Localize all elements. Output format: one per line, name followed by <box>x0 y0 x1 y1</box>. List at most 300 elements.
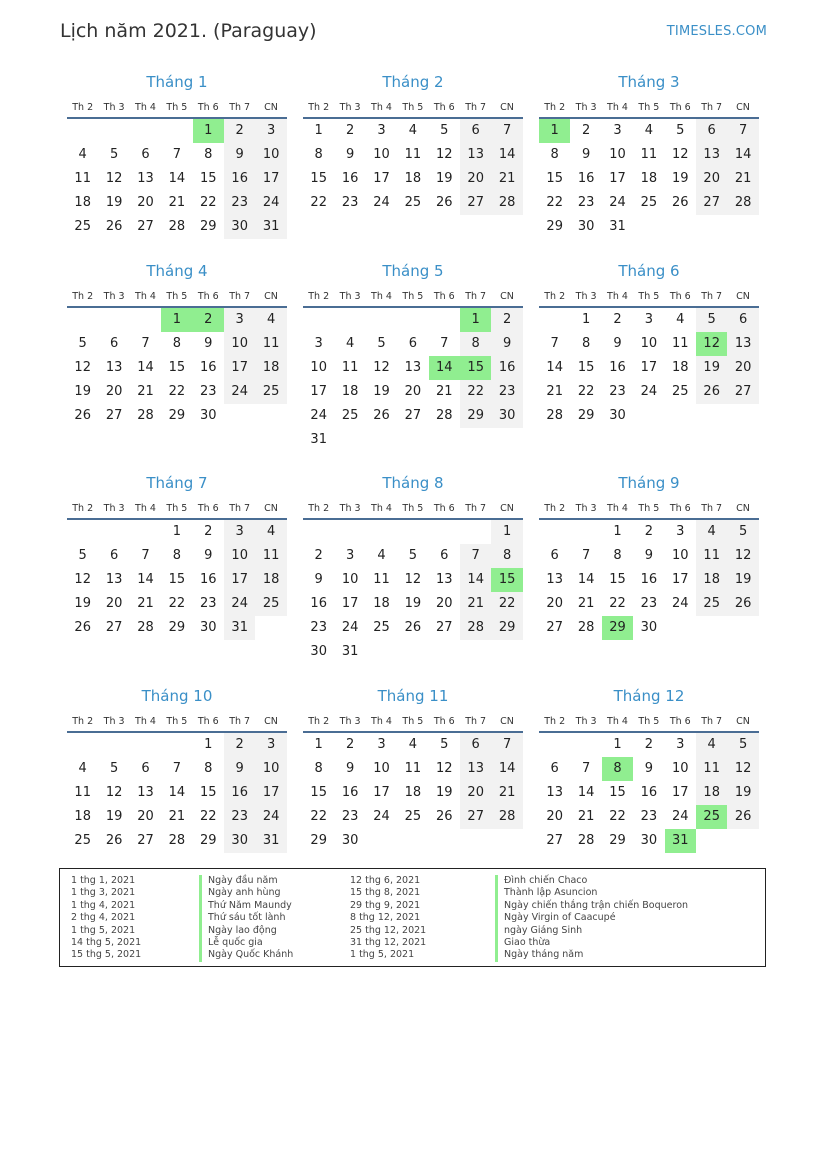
holiday-date: 12 thg 6, 2021 <box>350 875 421 886</box>
day-cell: 2 <box>491 308 522 332</box>
days-grid <box>67 308 287 452</box>
weekday-label: Th 7 <box>229 503 251 514</box>
weekday-label: Th 4 <box>371 503 392 514</box>
weekday-label: CN <box>736 291 750 302</box>
month-title: Tháng 5 <box>382 262 444 280</box>
weekday-label: Th 3 <box>575 716 597 727</box>
day-cell: 4 <box>255 520 286 544</box>
day-cell: 23 <box>200 596 217 611</box>
holiday-name: Ngày Quốc Khánh <box>199 949 293 961</box>
weekday-label: Th 4 <box>607 503 628 514</box>
month-block <box>303 261 523 452</box>
day-cell: 25 <box>74 219 91 234</box>
day-cell: 22 <box>546 195 563 210</box>
day-cell: 24 <box>672 809 689 824</box>
day-cell: 21 <box>168 809 186 824</box>
day-cell: 11 <box>640 147 658 162</box>
day-cell: 6 <box>141 761 150 776</box>
day-cell: 12 <box>404 572 422 587</box>
day-cell: 23 <box>609 384 626 399</box>
days-grid <box>67 119 287 263</box>
day-cell: 20 <box>137 195 154 210</box>
month-block <box>67 686 287 877</box>
holiday-date: 25 thg 12, 2021 <box>350 924 427 936</box>
day-cell: 22 <box>460 380 491 404</box>
day-cell: 4 <box>78 761 87 776</box>
weekday-label: Th 5 <box>166 102 188 113</box>
day-cell: 27 <box>404 408 422 423</box>
weekday-label: Th 6 <box>433 716 455 727</box>
day-cell: 18 <box>672 360 689 375</box>
day-cell: 28 <box>546 408 563 423</box>
holiday-day-cell: 2 <box>193 308 224 332</box>
day-cell: 4 <box>644 123 654 138</box>
weekday-label: Th 7 <box>229 291 251 302</box>
holiday-date: 15 thg 8, 2021 <box>350 887 421 899</box>
weekday-label: Th 7 <box>465 716 487 727</box>
month-title: Tháng 12 <box>613 687 685 705</box>
day-cell: 19 <box>105 195 123 210</box>
day-cell: 7 <box>141 548 150 563</box>
holiday-name: Thứ sáu tốt lành <box>199 912 293 924</box>
holiday-names-column-1 <box>199 875 293 962</box>
weekday-label: Th 3 <box>103 291 125 302</box>
weekday-header <box>539 498 759 518</box>
weekday-label: CN <box>736 503 750 514</box>
holiday-name: Thành lập Asuncion <box>495 887 688 899</box>
holiday-name: Giao thừa <box>495 937 688 949</box>
weekday-label: CN <box>500 291 514 302</box>
day-cell: 24 <box>373 195 390 210</box>
day-cell: 13 <box>436 572 453 587</box>
day-cell: 19 <box>373 384 390 399</box>
day-cell: 22 <box>310 195 327 210</box>
day-cell: 19 <box>727 781 758 805</box>
weekday-label: Th 3 <box>575 291 597 302</box>
day-cell: 9 <box>644 761 654 776</box>
month-title: Tháng 7 <box>146 474 208 492</box>
month-block <box>539 261 759 452</box>
day-cell: 11 <box>696 757 727 781</box>
day-cell: 21 <box>546 384 563 399</box>
day-cell: 22 <box>609 809 626 824</box>
day-cell: 2 <box>613 312 622 327</box>
holiday-name: Ngày đầu năm <box>199 875 293 887</box>
day-cell: 18 <box>341 384 359 399</box>
day-cell: 16 <box>341 171 359 186</box>
day-cell: 31 <box>255 215 286 239</box>
day-cell: 26 <box>404 620 422 635</box>
month-block <box>539 473 759 664</box>
day-cell: 20 <box>696 167 727 191</box>
days-grid <box>303 308 523 452</box>
day-cell: 20 <box>105 596 123 611</box>
weekday-label: Th 5 <box>638 291 660 302</box>
day-cell: 18 <box>404 785 422 800</box>
day-cell: 27 <box>727 380 758 404</box>
day-cell: 9 <box>224 143 255 167</box>
day-cell: 14 <box>137 572 154 587</box>
weekday-header <box>303 286 523 306</box>
day-cell: 17 <box>341 596 359 611</box>
weekday-label: Th 2 <box>308 291 330 302</box>
day-cell: 24 <box>609 195 626 210</box>
day-cell: 9 <box>314 572 323 587</box>
weekday-label: Th 4 <box>607 102 628 113</box>
weekday-label: Th 7 <box>465 503 487 514</box>
day-cell: 31 <box>341 644 359 659</box>
day-cell: 22 <box>609 596 626 611</box>
day-cell: 17 <box>672 785 689 800</box>
day-cell: 13 <box>460 757 491 781</box>
days-grid <box>303 520 523 664</box>
holiday-name: Lễ quốc gia <box>199 937 293 949</box>
day-cell: 19 <box>74 384 91 399</box>
day-cell: 9 <box>204 336 213 351</box>
weekday-label: Th 5 <box>402 503 424 514</box>
day-cell: 27 <box>436 620 453 635</box>
day-cell: 2 <box>345 737 355 752</box>
day-cell: 4 <box>255 308 286 332</box>
day-cell: 25 <box>404 195 422 210</box>
day-cell: 15 <box>546 171 563 186</box>
day-cell: 6 <box>440 548 449 563</box>
day-cell: 29 <box>460 404 491 428</box>
day-cell: 4 <box>696 733 727 757</box>
day-cell: 10 <box>672 761 689 776</box>
day-cell: 2 <box>644 737 654 752</box>
month-title: Tháng 10 <box>141 687 213 705</box>
day-cell: 7 <box>172 147 182 162</box>
day-cell: 17 <box>224 356 255 380</box>
day-cell: 13 <box>137 171 154 186</box>
day-cell: 11 <box>74 785 91 800</box>
day-cell: 11 <box>341 360 359 375</box>
holiday-name: Ngày lao động <box>199 925 293 937</box>
weekday-label: Th 5 <box>638 102 660 113</box>
day-cell: 13 <box>546 572 563 587</box>
day-cell: 16 <box>609 360 626 375</box>
day-cell: 5 <box>676 123 685 138</box>
day-cell: 15 <box>168 360 186 375</box>
day-cell: 24 <box>310 408 327 423</box>
day-cell: 15 <box>577 360 595 375</box>
day-cell: 23 <box>640 809 658 824</box>
day-cell: 12 <box>74 360 91 375</box>
day-cell: 10 <box>255 757 286 781</box>
holiday-name: Đình chiến Chaco <box>495 875 688 887</box>
day-cell: 11 <box>74 171 91 186</box>
holiday-name: ngày Giáng Sinh <box>495 925 688 937</box>
weekday-label: Th 2 <box>544 102 566 113</box>
day-cell: 5 <box>696 308 727 332</box>
day-cell: 20 <box>404 384 422 399</box>
day-cell: 10 <box>224 332 255 356</box>
days-grid <box>539 119 759 263</box>
day-cell: 18 <box>696 781 727 805</box>
day-cell: 19 <box>672 171 689 186</box>
day-cell: 7 <box>141 336 150 351</box>
weekday-label: Th 4 <box>371 102 392 113</box>
day-cell: 22 <box>491 592 522 616</box>
brand-link[interactable]: TIMESLES.COM <box>666 24 767 39</box>
weekday-label: Th 3 <box>339 102 361 113</box>
day-cell: 14 <box>168 785 186 800</box>
day-cell: 8 <box>172 336 182 351</box>
weekday-label: Th 7 <box>701 102 723 113</box>
day-cell: 8 <box>550 147 559 162</box>
day-cell: 13 <box>105 360 123 375</box>
day-cell: 5 <box>78 336 87 351</box>
day-cell: 5 <box>109 147 119 162</box>
holiday-date: 29 thg 9, 2021 <box>350 899 421 911</box>
day-cell: 8 <box>204 761 213 776</box>
day-cell: 15 <box>168 572 186 587</box>
days-grid <box>303 119 523 263</box>
day-cell: 1 <box>314 123 323 138</box>
holiday-day-cell: 1 <box>193 119 224 143</box>
day-cell: 23 <box>491 380 522 404</box>
day-cell: 5 <box>109 761 119 776</box>
month-title: Tháng 1 <box>146 73 208 91</box>
day-cell: 1 <box>613 524 622 539</box>
day-cell: 27 <box>546 620 563 635</box>
day-cell: 13 <box>727 332 758 356</box>
day-cell: 5 <box>727 520 758 544</box>
day-cell: 27 <box>546 833 563 848</box>
day-cell: 14 <box>727 143 758 167</box>
month-title: Tháng 3 <box>618 73 680 91</box>
day-cell: 3 <box>314 336 323 351</box>
weekday-label: Th 2 <box>544 291 566 302</box>
day-cell: 29 <box>491 616 522 640</box>
day-cell: 13 <box>137 785 154 800</box>
day-cell: 17 <box>310 384 327 399</box>
day-cell: 8 <box>613 548 622 563</box>
day-cell: 7 <box>550 336 559 351</box>
weekday-label: CN <box>500 102 514 113</box>
month-block <box>67 473 287 664</box>
day-cell: 18 <box>255 356 286 380</box>
holiday-date: 14 thg 5, 2021 <box>71 937 142 949</box>
day-cell: 15 <box>200 785 217 800</box>
day-cell: 3 <box>224 520 255 544</box>
day-cell: 28 <box>491 191 522 215</box>
day-cell: 1 <box>581 312 591 327</box>
day-cell: 14 <box>577 572 595 587</box>
weekday-label: Th 2 <box>72 102 94 113</box>
day-cell: 4 <box>408 123 418 138</box>
weekday-header <box>303 711 523 731</box>
day-cell: 23 <box>341 195 359 210</box>
weekday-label: Th 4 <box>607 716 628 727</box>
day-cell: 4 <box>345 336 355 351</box>
weekday-label: Th 4 <box>371 291 392 302</box>
weekday-label: CN <box>264 716 278 727</box>
weekday-label: Th 4 <box>135 716 156 727</box>
day-cell: 19 <box>436 171 453 186</box>
weekday-label: Th 5 <box>638 503 660 514</box>
weekday-label: Th 2 <box>72 716 94 727</box>
weekday-label: Th 6 <box>197 503 219 514</box>
day-cell: 13 <box>546 785 563 800</box>
day-cell: 17 <box>373 785 390 800</box>
month-title: Tháng 8 <box>382 474 444 492</box>
day-cell: 30 <box>640 620 658 635</box>
day-cell: 29 <box>168 408 186 423</box>
day-cell: 22 <box>310 809 327 824</box>
day-cell: 7 <box>727 119 758 143</box>
day-cell: 23 <box>577 195 595 210</box>
day-cell: 24 <box>255 805 286 829</box>
day-cell: 7 <box>440 336 449 351</box>
holiday-name: Ngày Virgin of Caacupé <box>495 912 688 924</box>
weekday-header <box>67 97 287 117</box>
weekday-label: Th 3 <box>575 102 597 113</box>
day-cell: 6 <box>408 336 418 351</box>
day-cell: 29 <box>310 833 327 848</box>
day-cell: 5 <box>78 548 87 563</box>
day-cell: 24 <box>255 191 286 215</box>
day-cell: 24 <box>373 809 390 824</box>
day-cell: 1 <box>204 737 213 752</box>
holiday-name: Ngày tháng năm <box>495 949 688 961</box>
month-title: Tháng 6 <box>618 262 680 280</box>
day-cell: 15 <box>609 785 626 800</box>
holiday-day-cell: 25 <box>696 805 727 829</box>
day-cell: 27 <box>137 833 154 848</box>
holiday-day-cell: 12 <box>696 332 727 356</box>
holiday-date: 1 thg 3, 2021 <box>71 887 136 899</box>
day-cell: 28 <box>727 191 758 215</box>
day-cell: 8 <box>314 761 323 776</box>
day-cell: 15 <box>310 171 327 186</box>
day-cell: 13 <box>460 143 491 167</box>
day-cell: 6 <box>109 336 119 351</box>
month-block <box>67 261 287 452</box>
day-cell: 4 <box>408 737 418 752</box>
weekday-label: Th 5 <box>166 716 188 727</box>
day-cell: 2 <box>314 548 323 563</box>
day-cell: 6 <box>550 761 559 776</box>
day-cell: 27 <box>105 620 123 635</box>
day-cell: 22 <box>168 596 186 611</box>
weekday-header <box>539 711 759 731</box>
day-cell: 17 <box>255 781 286 805</box>
day-cell: 20 <box>460 167 491 191</box>
weekday-label: Th 6 <box>669 503 691 514</box>
day-cell: 25 <box>696 592 727 616</box>
weekday-header <box>67 711 287 731</box>
weekday-label: Th 3 <box>339 716 361 727</box>
weekday-label: Th 6 <box>669 291 691 302</box>
month-title: Tháng 11 <box>377 687 449 705</box>
month-block <box>303 72 523 263</box>
weekday-header <box>303 97 523 117</box>
day-cell: 24 <box>341 620 359 635</box>
day-cell: 5 <box>727 733 758 757</box>
weekday-header <box>67 286 287 306</box>
day-cell: 16 <box>200 572 217 587</box>
day-cell: 14 <box>137 360 154 375</box>
day-cell: 16 <box>310 596 327 611</box>
day-cell: 1 <box>613 737 622 752</box>
weekday-label: Th 5 <box>166 503 188 514</box>
day-cell: 27 <box>105 408 123 423</box>
day-cell: 7 <box>460 544 491 568</box>
holiday-day-cell: 15 <box>460 356 491 380</box>
day-cell: 17 <box>255 167 286 191</box>
day-cell: 11 <box>404 761 422 776</box>
day-cell: 21 <box>491 781 522 805</box>
weekday-label: Th 2 <box>308 503 330 514</box>
weekday-label: Th 6 <box>669 716 691 727</box>
day-cell: 23 <box>224 191 255 215</box>
day-cell: 30 <box>200 620 217 635</box>
days-grid <box>539 308 759 452</box>
day-cell: 16 <box>341 785 359 800</box>
weekday-label: Th 2 <box>72 503 94 514</box>
day-cell: 26 <box>696 380 727 404</box>
day-cell: 26 <box>105 833 123 848</box>
day-cell: 1 <box>491 520 522 544</box>
day-cell: 7 <box>581 761 591 776</box>
weekday-label: CN <box>500 503 514 514</box>
day-cell: 28 <box>436 408 453 423</box>
day-cell: 3 <box>255 119 286 143</box>
day-cell: 10 <box>310 360 327 375</box>
weekday-label: Th 3 <box>103 503 125 514</box>
day-cell: 26 <box>105 219 123 234</box>
day-cell: 22 <box>577 384 595 399</box>
day-cell: 9 <box>491 332 522 356</box>
day-cell: 27 <box>460 805 491 829</box>
weekday-label: Th 4 <box>135 102 156 113</box>
day-cell: 16 <box>640 785 658 800</box>
weekday-label: Th 6 <box>433 291 455 302</box>
day-cell: 26 <box>672 195 689 210</box>
day-cell: 21 <box>137 384 154 399</box>
day-cell: 16 <box>491 356 522 380</box>
day-cell: 25 <box>341 408 359 423</box>
holiday-dates-column-2 <box>350 875 426 962</box>
weekday-label: CN <box>736 716 750 727</box>
day-cell: 22 <box>200 195 217 210</box>
day-cell: 9 <box>224 757 255 781</box>
weekday-label: Th 7 <box>465 291 487 302</box>
day-cell: 3 <box>676 737 685 752</box>
day-cell: 29 <box>200 219 217 234</box>
day-cell: 18 <box>74 195 91 210</box>
day-cell: 10 <box>341 572 359 587</box>
weekday-label: Th 5 <box>638 716 660 727</box>
day-cell: 2 <box>224 733 255 757</box>
day-cell: 21 <box>137 596 154 611</box>
day-cell: 27 <box>696 191 727 215</box>
day-cell: 3 <box>644 312 654 327</box>
weekday-header <box>539 97 759 117</box>
day-cell: 23 <box>341 809 359 824</box>
day-cell: 9 <box>644 548 654 563</box>
day-cell: 30 <box>640 833 658 848</box>
day-cell: 21 <box>727 167 758 191</box>
day-cell: 20 <box>546 596 563 611</box>
day-cell: 12 <box>105 171 123 186</box>
weekday-label: CN <box>264 102 278 113</box>
holiday-date: 15 thg 5, 2021 <box>71 949 142 961</box>
day-cell: 14 <box>546 360 563 375</box>
day-cell: 16 <box>224 781 255 805</box>
